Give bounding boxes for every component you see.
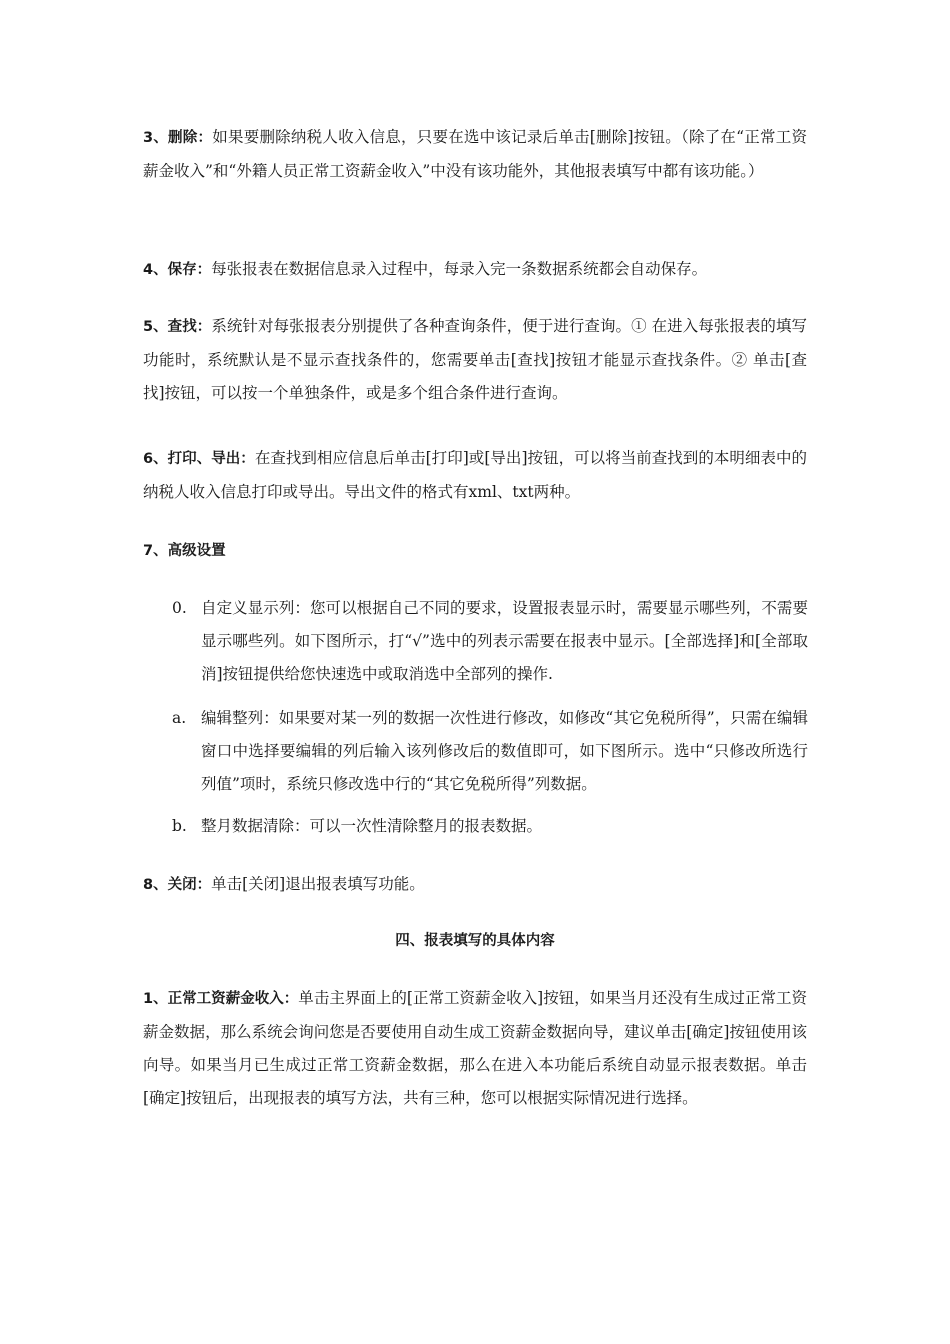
item-print-export-label: 6、打印、导出： — [143, 451, 255, 467]
subitem-marker: b. — [172, 817, 187, 835]
subitem-text: 整月数据清除：可以一次性清除整月的报表数据。 — [201, 817, 543, 835]
item-find — [143, 310, 807, 410]
item-save-label: 4、保存： — [143, 262, 212, 278]
item-print-export-text: 在查找到相应信息后单击[打印]或[导出]按钮，可以将当前查找到的本明细表中的纳税人收入信息打印或导出。导出文件的格式有xml、txt两种。 — [143, 449, 807, 501]
subitem-text: 自定义显示列：您可以根据自己不同的要求，设置报表显示时，需要显示哪些列，不需要显示哪些列。如下图所示，打“√”选中的列表示需要在报表中显示。[全部选择]和[全部取消]按钮提供给您快速选中或取消选中全部列的操作. — [201, 599, 808, 683]
section-paragraph — [143, 982, 807, 1115]
subitem-marker: a. — [172, 709, 187, 727]
item-delete-text: 如果要删除纳税人收入信息，只要在选中该记录后单击[删除]按钮。（除了在“正常工资薪金收入”和“外籍人员正常工资薪金收入”中没有该功能外，其他报表填写中都有该功能。） — [143, 128, 807, 180]
item-delete — [143, 121, 807, 188]
item-save-text: 每张报表在数据信息录入过程中，每录入完一条数据系统都会自动保存。 — [211, 260, 708, 278]
subitem-clear-month — [172, 810, 808, 843]
item-close — [143, 868, 807, 902]
section-paragraph-label: 1、正常工资薪金收入： — [143, 991, 299, 1007]
subitem-marker: 0. — [172, 599, 187, 617]
item-advanced-label: 7、高级设置 — [143, 543, 226, 559]
item-find-label: 5、查找： — [143, 319, 212, 335]
subitem-edit-column — [172, 702, 808, 801]
section-title: 四、报表填写的具体内容 — [395, 933, 555, 949]
item-close-text: 单击[关闭]退出报表填写功能。 — [211, 875, 425, 893]
item-print-export — [143, 442, 807, 509]
subitem-custom-columns — [172, 592, 808, 691]
item-delete-label: 3、删除： — [143, 130, 213, 146]
item-find-text: 系统针对每张报表分别提供了各种查询条件，便于进行查询。① 在进入每张报表的填写功能时，系统默认是不显示查找条件的，您需要单击[查找]按钮才能显示查找条件。② 单击[查找]按钮，可以按一个单独条件，或是多个组合条件进行查询。 — [143, 317, 807, 402]
section-paragraph-text: 单击主界面上的[正常工资薪金收入]按钮，如果当月还没有生成过正常工资薪金数据，那么系统会询问您是否要使用自动生成工资薪金数据向导，建议单击[确定]按钮使用该向导。如果当月已生成过正常工资薪金数据，那么在进入本功能后系统自动显示报表数据。单击[确定]按钮后，出现报表的填写方法，共有三种，您可以根据实际情况进行选择。 — [143, 989, 807, 1107]
item-advanced — [143, 534, 807, 568]
item-close-label: 8、关闭： — [143, 877, 212, 893]
subitem-text: 编辑整列：如果要对某一列的数据一次性进行修改，如修改“其它免税所得”，只需在编辑窗口中选择要编辑的列后输入该列修改后的数值即可，如下图所示。选中“只修改所选行列值”项时，系统只修改选中行的“其它免税所得”列数据。 — [201, 709, 808, 793]
item-save — [143, 253, 807, 287]
